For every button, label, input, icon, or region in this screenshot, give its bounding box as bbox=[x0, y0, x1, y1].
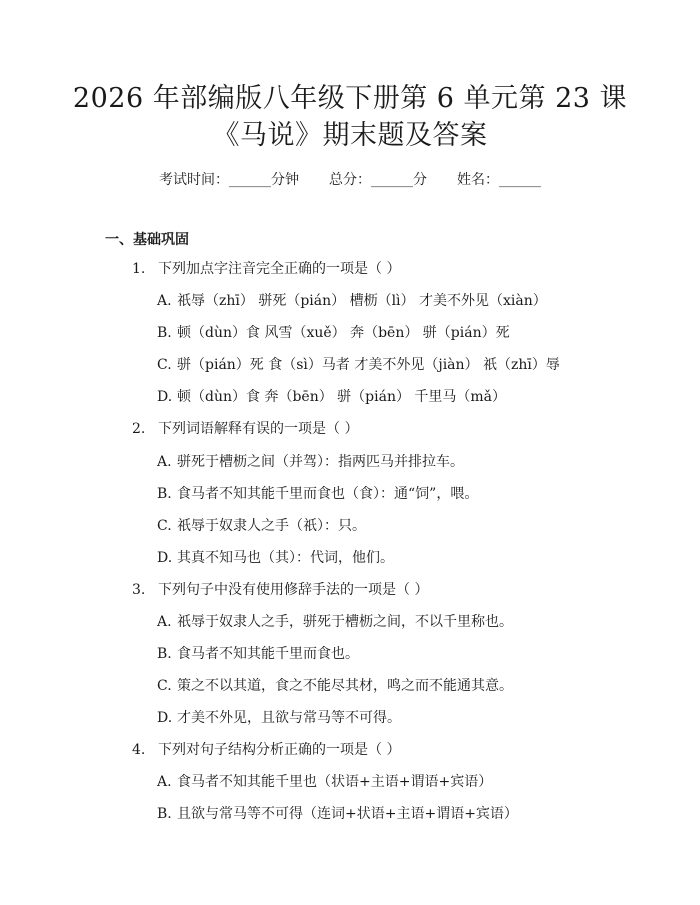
title-line-1: 2026 年部编版八年级下册第 6 单元第 23 课 bbox=[72, 83, 628, 114]
question-stem: 4. 下列对句子结构分析正确的一项是（ ） bbox=[132, 742, 401, 758]
section-heading: 一、基础巩固 bbox=[105, 232, 189, 248]
score-field: 总分：______分 bbox=[329, 172, 427, 188]
option: D. 其真不知马也（其）：代词，他们。 bbox=[157, 550, 394, 566]
option: A. 祇辱（zhī） 骈死（pián） 槽枥（lì） 才美不外见（xiàn） bbox=[157, 293, 547, 309]
option: C. 祇辱于奴隶人之手（祇）：只。 bbox=[157, 518, 366, 534]
option: D. 顿（dùn）食 奔（bēn） 骈（pián） 千里马（mǎ） bbox=[157, 389, 507, 405]
question-stem: 3. 下列句子中没有使用修辞手法的一项是（ ） bbox=[132, 582, 429, 598]
option: A. 食马者不知其能千里也（状语+主语+谓语+宾语） bbox=[157, 774, 493, 790]
exam-meta bbox=[0, 169, 700, 189]
option: B. 且欲与常马等不可得（连词+状语+主语+谓语+宾语） bbox=[157, 806, 518, 822]
option: B. 食马者不知其能千里而食也（食）：通“饲”，喂。 bbox=[157, 486, 479, 502]
time-field: 考试时间：______分钟 bbox=[159, 172, 299, 188]
option: A. 祇辱于奴隶人之手，骈死于槽枥之间，不以千里称也。 bbox=[157, 614, 513, 630]
option: C. 骈（pián）死 食（sì）马者 才美不外见（jiàn） 祇（zhī）辱 bbox=[157, 357, 560, 373]
question-stem: 1. 下列加点字注音完全正确的一项是（ ） bbox=[132, 261, 401, 277]
option: D. 才美不外见，且欲与常马等不可得。 bbox=[157, 710, 401, 726]
question-stem: 2. 下列词语解释有误的一项是（ ） bbox=[132, 421, 359, 437]
option: C. 策之不以其道，食之不能尽其材，鸣之而不能通其意。 bbox=[157, 678, 513, 694]
title-line-2: 《马说》期末题及答案 bbox=[212, 120, 488, 151]
name-field: 姓名：______ bbox=[457, 172, 541, 188]
option: A. 骈死于槽枥之间（并驾）：指两匹马并排拉车。 bbox=[157, 454, 464, 470]
option: B. 食马者不知其能千里而食也。 bbox=[157, 646, 359, 662]
option: B. 顿（dùn）食 风雪（xuě） 奔（bēn） 骈（pián）死 bbox=[157, 325, 510, 341]
